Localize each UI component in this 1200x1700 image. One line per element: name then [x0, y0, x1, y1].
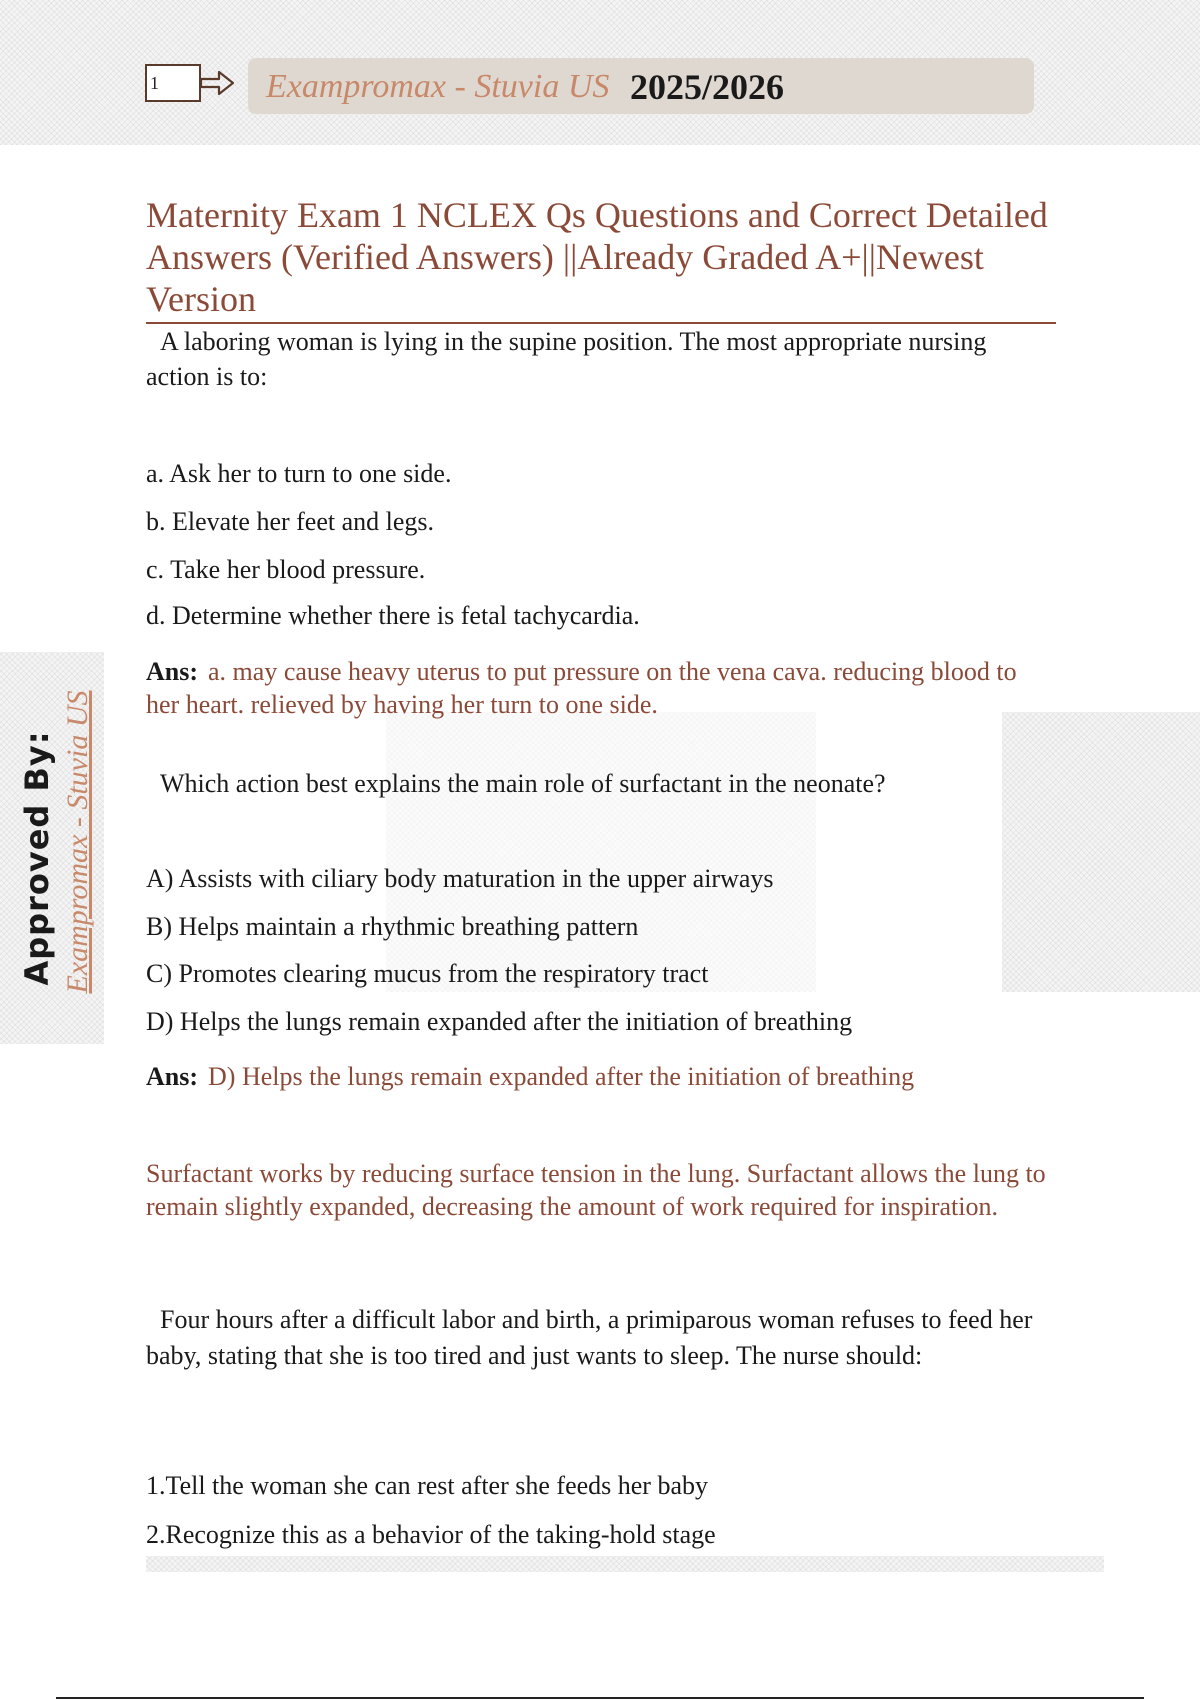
question-2-answer: [146, 1060, 1046, 1093]
header-pill: [248, 58, 1034, 114]
question-2-text: Which action best explains the main role of surfactant in the neonate?: [160, 769, 886, 798]
question-1-answer: [146, 655, 1046, 721]
question-1-option-c: c. Take her blood pressure.: [146, 555, 426, 584]
question-2-option-a: A) Assists with ciliary body maturation in the upper airways: [146, 864, 774, 893]
divider-hatch: [146, 1556, 1104, 1572]
question-1-text: A laboring woman is lying in the supine position. The most appropriate nursing action is to:: [146, 327, 987, 391]
question-2-option-c: C) Promotes clearing mucus from the respiratory tract: [146, 959, 709, 988]
answer-text: a. may cause heavy uterus to put pressure on the vena cava. reducing blood to her heart. relieved by having her turn to one side.: [146, 657, 1017, 719]
page-badge: [145, 64, 233, 104]
question-3-text: Four hours after a difficult labor and birth, a primiparous woman refuses to feed her baby, stating that she is too tired and just wants to sleep. The nurse should:: [146, 1305, 1033, 1370]
document-title: Maternity Exam 1 NCLEX Qs Questions and Correct Detailed Answers (Verified Answers) ||Already Graded A+||Newest Version: [146, 194, 1056, 324]
answer-label: Ans:: [146, 657, 199, 686]
watermark-hatch: [386, 712, 816, 992]
page-number: 1: [145, 64, 201, 102]
answer-text: D) Helps the lungs remain expanded after the initiation of breathing: [208, 1062, 915, 1091]
arrow-right-icon: [199, 68, 235, 98]
question-1-option-b: b. Elevate her feet and legs.: [146, 507, 435, 536]
sidebar-brand: Exampromax - Stuvia US: [61, 690, 94, 994]
question-3-option-2: 2.Recognize this as a behavior of the taking-hold stage: [146, 1520, 716, 1549]
watermark-hatch: [1002, 712, 1200, 992]
question-1-option-d: d. Determine whether there is fetal tachycardia.: [146, 601, 640, 630]
question-1-option-a: a. Ask her to turn to one side.: [146, 459, 452, 488]
question-3-option-1: 1.Tell the woman she can rest after she feeds her baby: [146, 1471, 709, 1500]
question-2-option-b: B) Helps maintain a rhythmic breathing pattern: [146, 912, 639, 941]
header-brand: Exampromax - Stuvia US: [266, 68, 610, 105]
header-year: 2025/2026: [630, 67, 785, 107]
answer-label: Ans:: [146, 1062, 199, 1091]
approved-by-label: Approved By:: [18, 730, 56, 986]
question-2-option-d: D) Helps the lungs remain expanded after the initiation of breathing: [146, 1007, 853, 1036]
footer-rule: [56, 1697, 1144, 1699]
question-2-explanation: Surfactant works by reducing surface tension in the lung. Surfactant allows the lung to remain slightly expanded, decreasing the amount of work required for inspiration.: [146, 1159, 1046, 1221]
